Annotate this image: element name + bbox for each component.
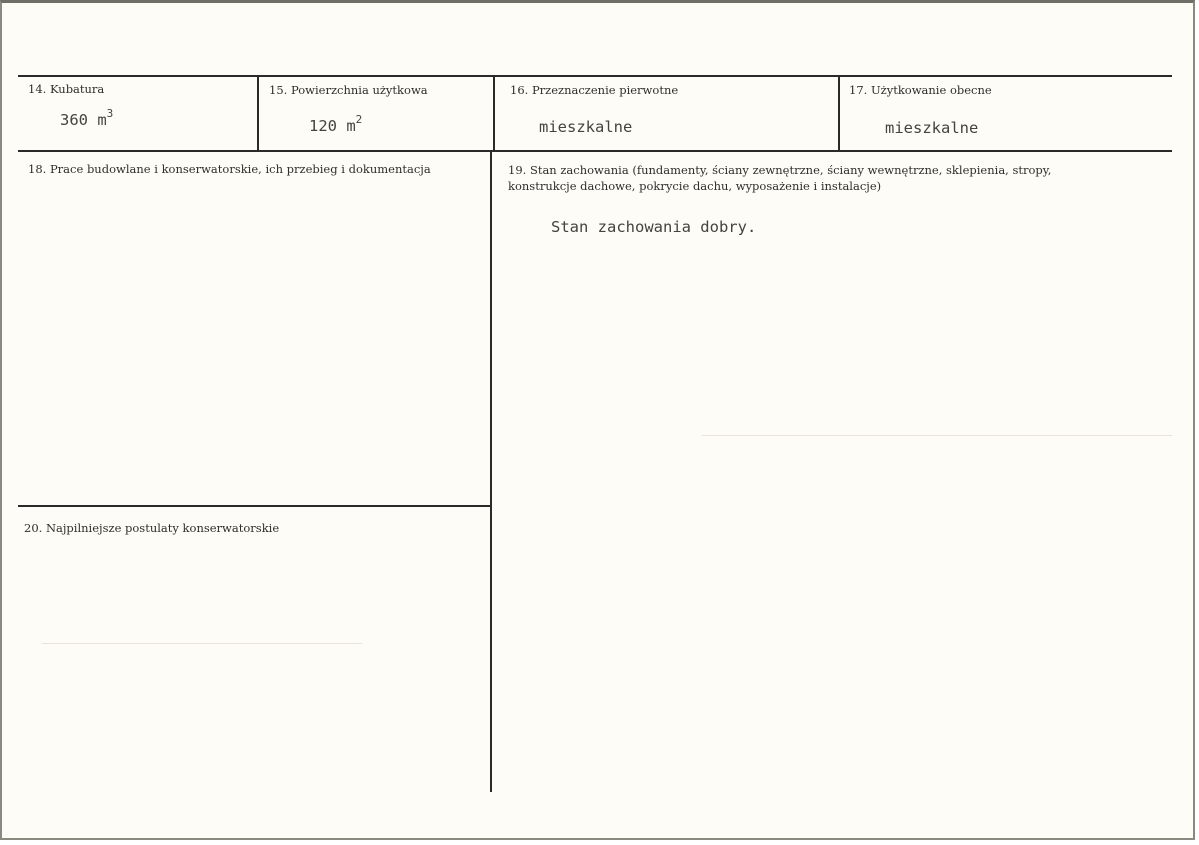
field-14-label: 14. Kubatura — [28, 82, 105, 96]
field-16-value: mieszkalne — [539, 118, 633, 136]
field-18-label: 18. Prace budowlane i konserwatorskie, ich przebieg i dokumentacja — [28, 162, 431, 176]
field-20-label: 20. Najpilniejsze postulaty konserwatorskie — [24, 521, 280, 535]
field-17-value: mieszkalne — [885, 119, 979, 137]
divider-16-17 — [838, 75, 840, 152]
divider-15-16 — [493, 75, 495, 152]
field-19-label-line-2: konstrukcje dachowe, pokrycie dachu, wyposażenie i instalacje) — [508, 179, 882, 193]
field-18-20-divider — [18, 505, 490, 507]
main-column-divider — [490, 152, 492, 792]
field-14-value — [60, 109, 113, 129]
field-14-exponent: 3 — [106, 107, 114, 120]
field-14-number: 360 m — [60, 111, 107, 130]
field-16-label: 16. Przeznaczenie pierwotne — [510, 83, 679, 97]
field-19-value: Stan zachowania dobry. — [551, 218, 757, 236]
field-15-number: 120 m — [309, 117, 356, 136]
top-row-bottom-rule — [18, 150, 1172, 152]
field-19-label-line-1: 19. Stan zachowania (fundamenty, ściany zewnętrzne, ściany wewnętrzne, sklepienia, stropy, — [508, 163, 1052, 177]
field-15-value — [309, 115, 362, 135]
divider-14-15 — [257, 75, 259, 152]
field-19-label — [508, 162, 1148, 194]
field-17-label: 17. Użytkowanie obecne — [849, 83, 992, 97]
top-row-top-rule — [18, 75, 1172, 77]
field-15-exponent: 2 — [355, 113, 363, 126]
scan-artifact — [702, 435, 1172, 436]
field-15-label: 15. Powierzchnia użytkowa — [269, 83, 428, 97]
scan-artifact — [42, 643, 362, 644]
